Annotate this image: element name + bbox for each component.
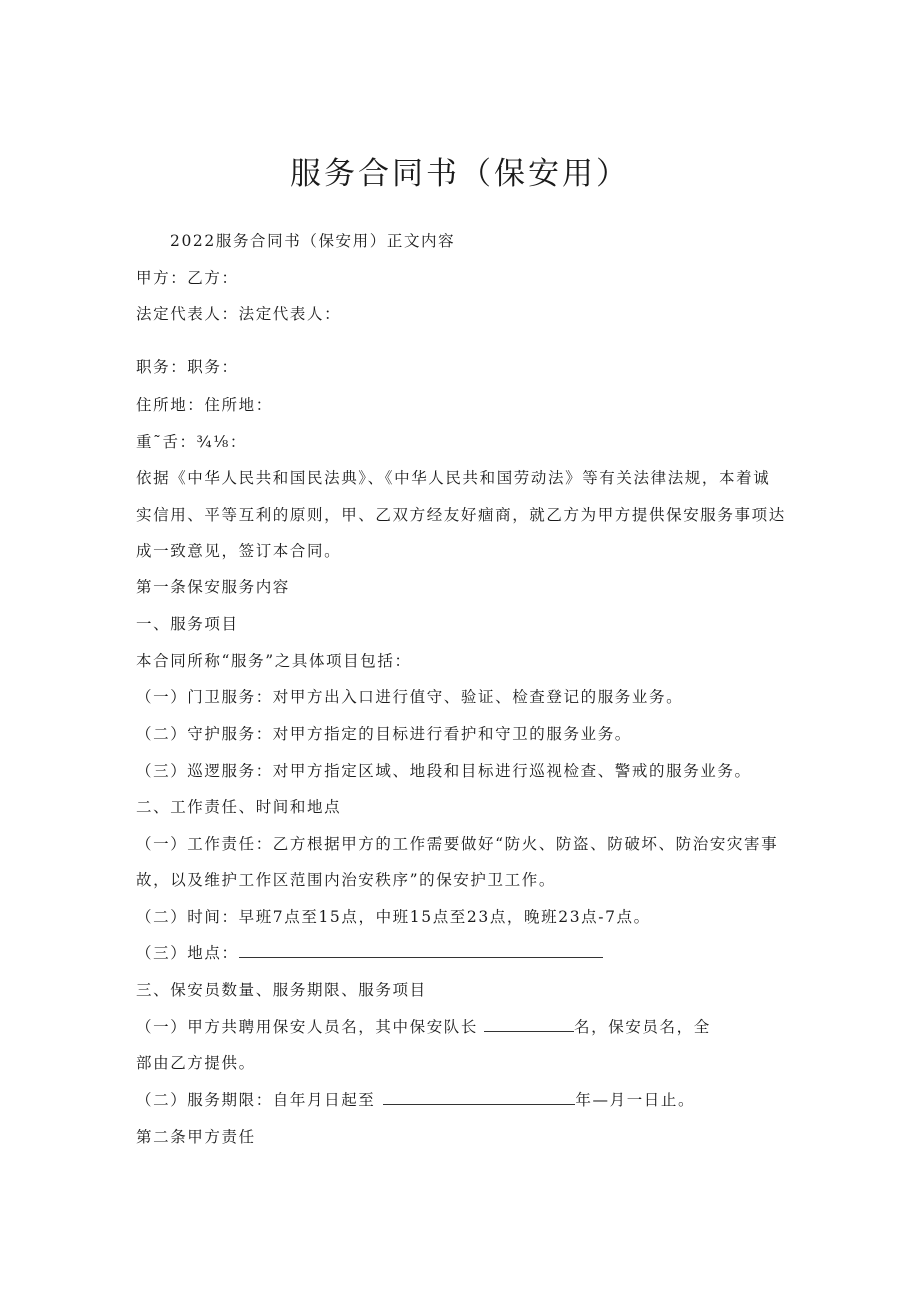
article-2-heading: 第二条甲方责任 — [136, 1128, 256, 1146]
duty-line: （一）工作责任：乙方根据甲方的工作需要做好“防火、防盗、防破坏、防治安灾害事 — [136, 835, 779, 853]
parties-line: 甲方：乙方： — [136, 269, 239, 287]
service-item: （三）巡逻服务：对甲方指定区域、地段和目标进行巡视检查、警戒的服务业务。 — [136, 762, 752, 780]
staff-text-a: （一）甲方共聘用保安人员名，其中保安队长 — [136, 1018, 479, 1036]
time-line: （二）时间：早班7点至15点，中班15点至23点，晚班23点-7点。 — [136, 908, 651, 926]
place-blank — [239, 943, 603, 958]
duty-line: 故，以及维护工作区范围内治安秩序”的保安护卫工作。 — [136, 871, 556, 889]
term-line — [136, 1090, 695, 1110]
phone-line: 重˜舌：¾⅛： — [136, 433, 247, 451]
section-2-heading: 二、工作责任、时间和地点 — [136, 798, 342, 816]
term-text-a: （二）服务期限：自年月日起至 — [136, 1091, 376, 1109]
intro-paragraph-line: 成一致意见，签订本合同。 — [136, 542, 342, 560]
address-line: 住所地：住所地： — [136, 396, 273, 414]
service-item: （一）门卫服务：对甲方出入口进行值守、验证、检查登记的服务业务。 — [136, 688, 684, 706]
intro-paragraph-line: 依据《中华人民共和国民法典》、《中华人民共和国劳动法》等有关法律法规，本着诚 — [136, 469, 771, 487]
legal-rep-line: 法定代表人：法定代表人： — [136, 305, 342, 323]
intro-paragraph-line: 实信用、平等互利的原则，甲、乙双方经友好痼商，就乙方为甲方提供保安服务事项达 — [136, 506, 786, 524]
position-line: 职务：职务： — [136, 358, 239, 376]
document-subtitle: 2022服务合同书（保安用）正文内容 — [170, 232, 456, 250]
staff-line-cont: 部由乙方提供。 — [136, 1054, 256, 1072]
term-text-b: 年—月一日止。 — [575, 1091, 696, 1109]
section-3-heading: 三、保安员数量、服务期限、服务项目 — [136, 981, 427, 999]
section-1-heading: 一、服务项目 — [136, 615, 239, 633]
term-end-blank — [383, 1090, 575, 1105]
place-label: （三）地点： — [136, 944, 239, 962]
place-line — [136, 943, 603, 963]
section-1-intro: 本合同所称“服务”之具体项目包括： — [136, 652, 412, 670]
service-item: （二）守护服务：对甲方指定的目标进行看护和守卫的服务业务。 — [136, 725, 632, 743]
document-title: 服务合同书（保安用） — [290, 156, 630, 192]
staff-line — [136, 1017, 711, 1037]
article-1-heading: 第一条保安服务内容 — [136, 578, 290, 596]
captain-count-blank — [484, 1017, 574, 1032]
staff-text-b: 名，保安员名，全 — [574, 1018, 711, 1036]
